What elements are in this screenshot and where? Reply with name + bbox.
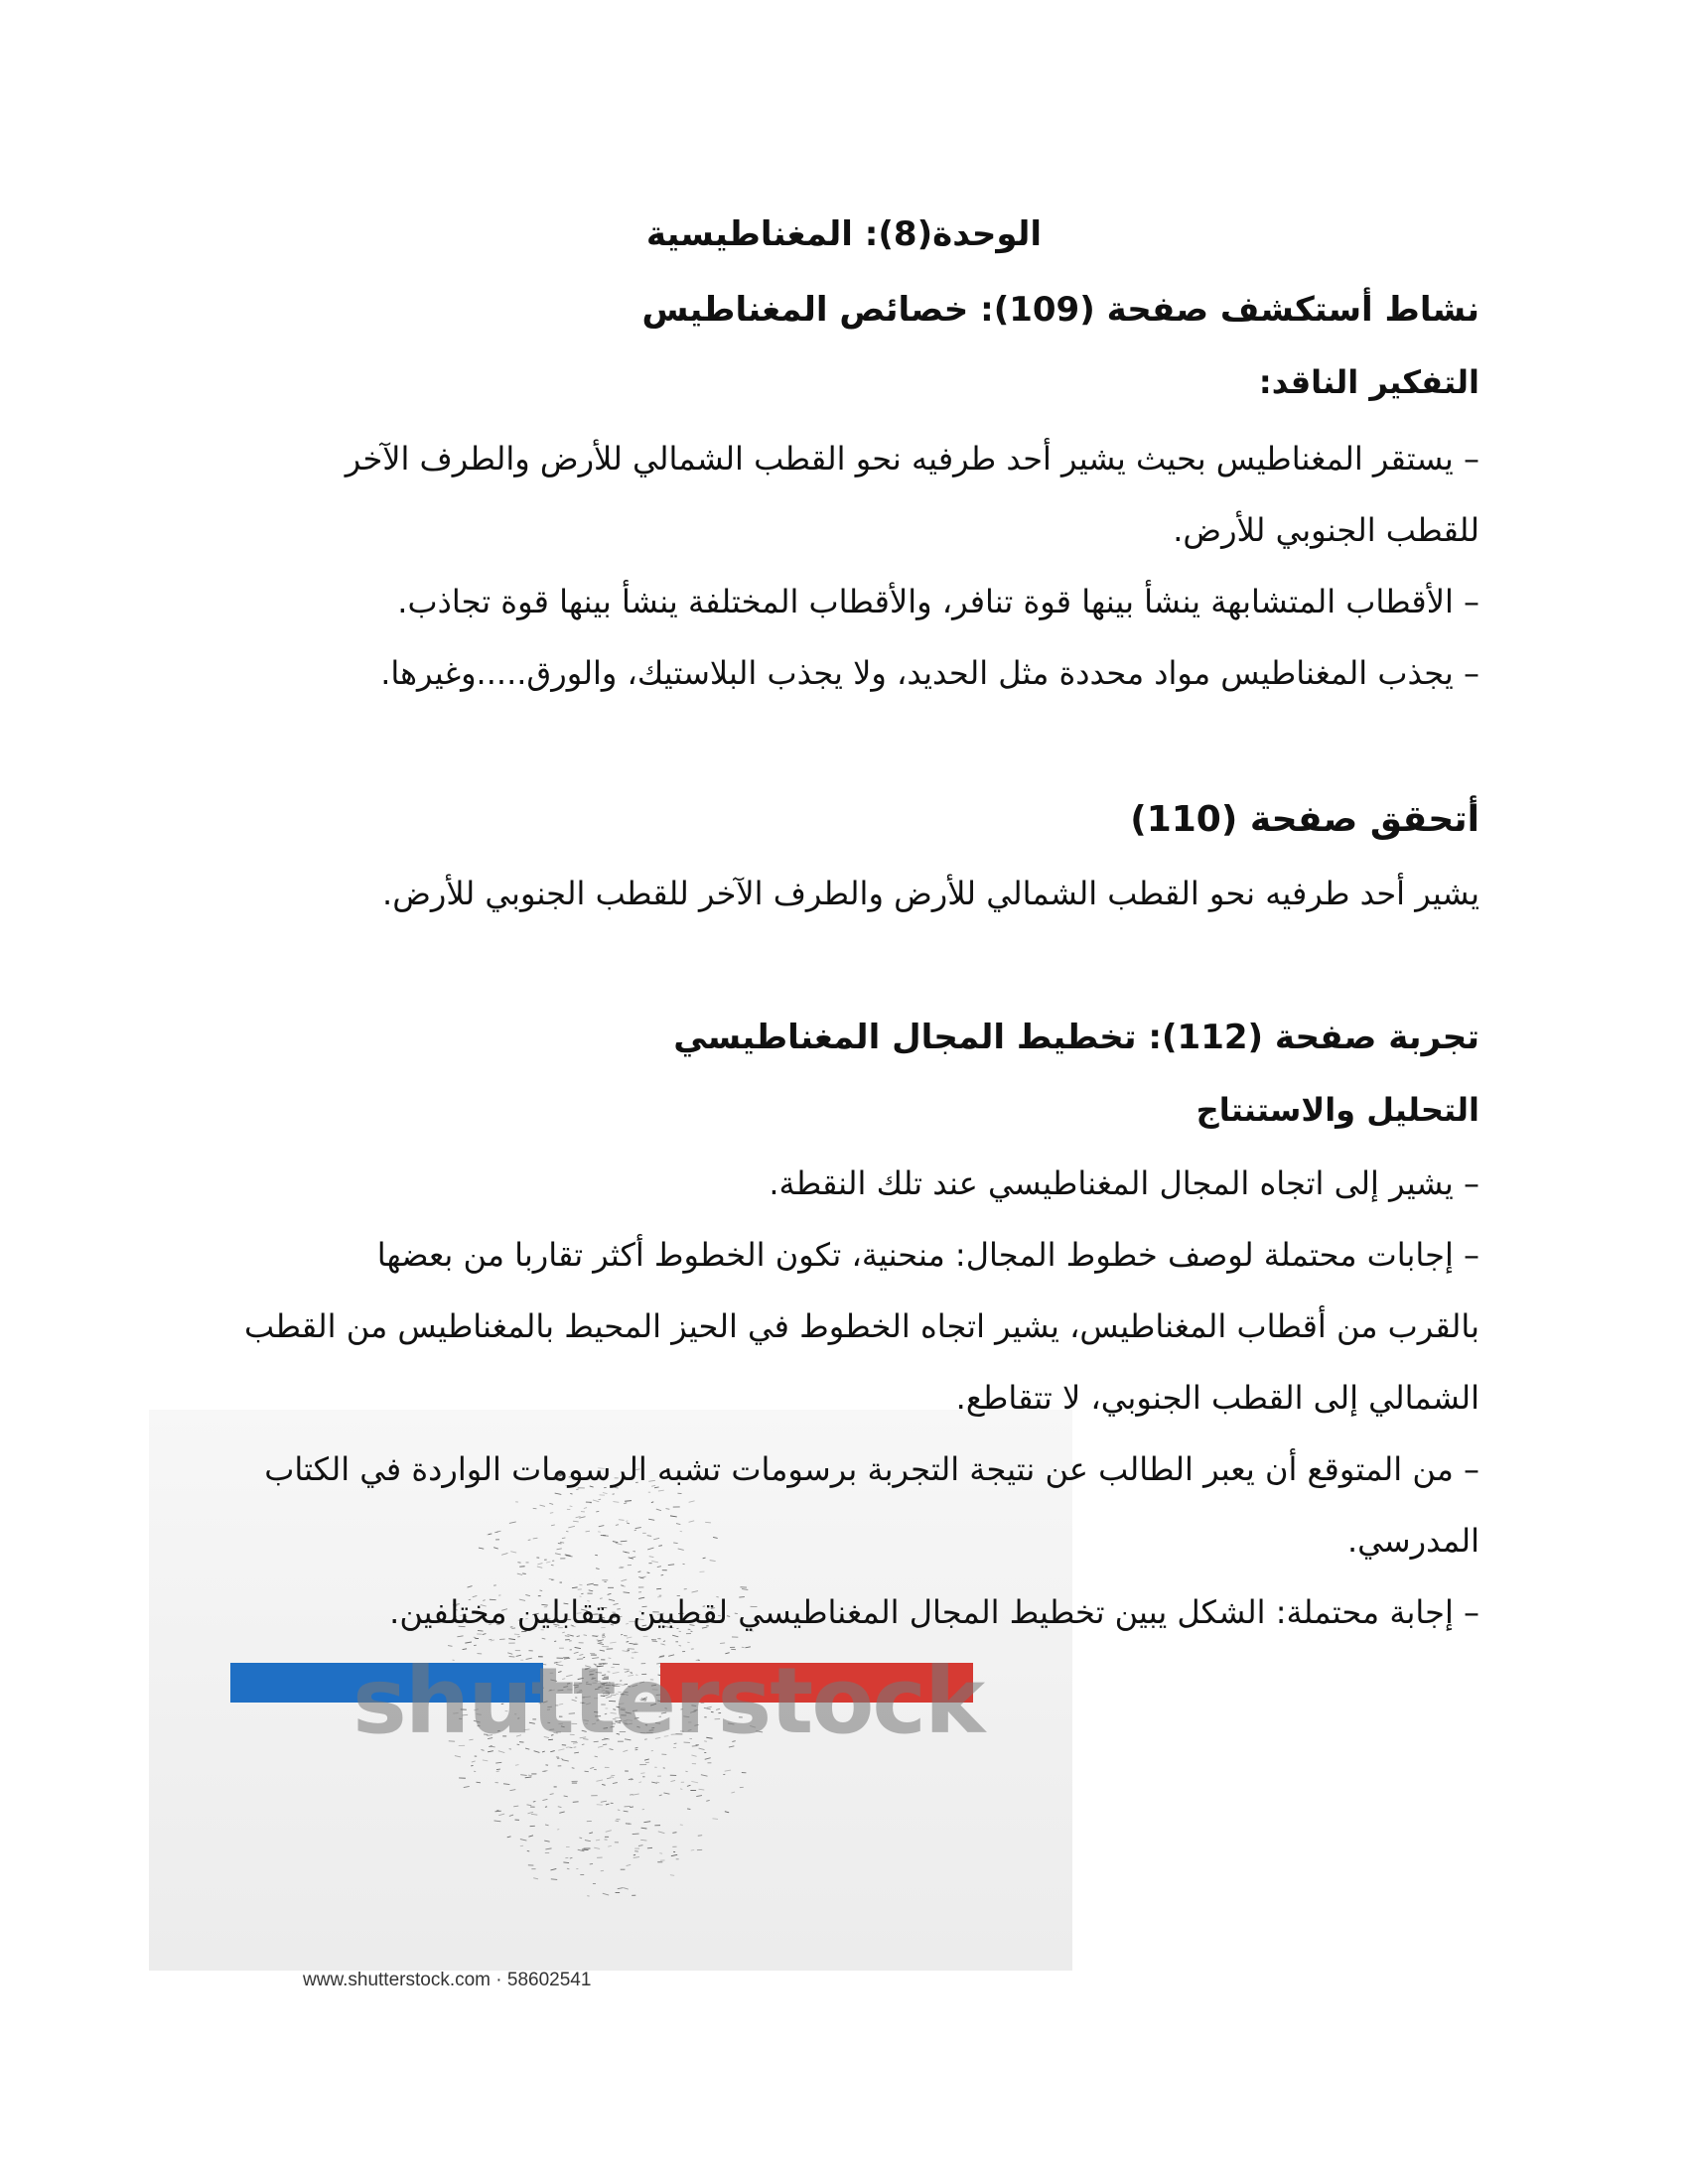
watermark-text: shutterstock	[352, 1648, 984, 1754]
text-line: بالقرب من أقطاب المغناطيس، يشير اتجاه الخطوط في الحيز المحيط بالمغناطيس من القطب	[244, 1307, 1479, 1345]
image-caption: www.shutterstock.com · 58602541	[303, 1970, 592, 1990]
text-line: – يشير إلى اتجاه المجال المغناطيسي عند تلك النقطة.	[769, 1164, 1479, 1202]
unit-title: الوحدة(8): المغناطيسية	[645, 214, 1043, 254]
text-line: للقطب الجنوبي للأرض.	[1173, 511, 1479, 549]
section-109-title: نشاط أستكشف صفحة (109): خصائص المغناطيس	[641, 290, 1479, 330]
critical-thinking-heading: التفكير الناقد:	[1258, 363, 1479, 401]
text-line: – يستقر المغناطيس بحيث يشير أحد طرفيه نحو القطب الشمالي للأرض والطرف الآخر	[345, 440, 1479, 478]
text-line: – الأقطاب المتشابهة ينشأ بينها قوة تنافر، والأقطاب المختلفة ينشأ بينها قوة تجاذب.	[397, 583, 1479, 620]
text-line: يشير أحد طرفيه نحو القطب الشمالي للأرض والطرف الآخر للقطب الجنوبي للأرض.	[382, 875, 1479, 912]
text-line: – يجذب المغناطيس مواد محددة مثل الحديد، ولا يجذب البلاستيك، والورق.....وغيرها.	[380, 654, 1479, 692]
section-112-title: تجربة صفحة (112): تخطيط المجال المغناطيسي	[673, 1018, 1479, 1057]
analysis-heading: التحليل والاستنتاج	[1196, 1091, 1479, 1129]
text-line: – من المتوقع أن يعبر الطالب عن نتيجة التجربة برسومات تشبه الرسومات الواردة في الكتاب	[264, 1450, 1479, 1488]
text-line: المدرسي.	[1346, 1522, 1479, 1560]
section-110-title: أتحقق صفحة (110)	[1130, 799, 1479, 840]
text-line: – إجابات محتملة لوصف خطوط المجال: منحنية، تكون الخطوط أكثر تقاربا من بعضها	[376, 1236, 1479, 1274]
text-line: الشمالي إلى القطب الجنوبي، لا تتقاطع.	[955, 1379, 1479, 1417]
text-line: – إجابة محتملة: الشكل يبين تخطيط المجال المغناطيسي لقطبين متقابلين مختلفين.	[389, 1593, 1479, 1631]
